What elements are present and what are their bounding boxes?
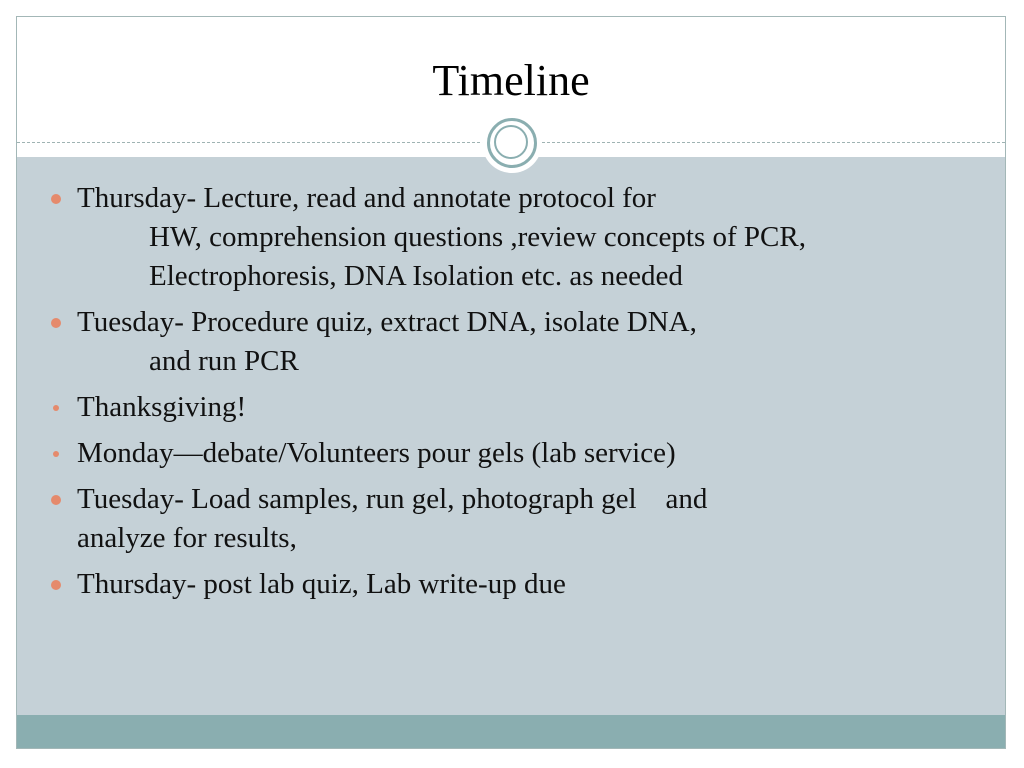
item-text-line2: analyze for results, [77,522,297,554]
footer-bar [17,715,1005,748]
list-item [49,303,939,381]
slide [16,16,1006,749]
item-text: Tuesday- Procedure quiz, extract DNA, isolate DNA, [77,306,697,338]
item-continuation: HW, comprehension questions ,review concepts of PCR, Electrophoresis, DNA Isolation etc. as needed [149,221,806,292]
item-text-end: and [665,483,708,515]
slide-title: Timeline [432,56,590,105]
bullet-icon [51,495,61,505]
timeline-list [49,179,939,611]
bullet-icon [53,451,59,457]
ring-inner-icon [494,125,528,159]
item-continuation: and run PCR [149,345,299,377]
item-text: Monday—debate/Volunteers pour gels (lab service) [77,437,676,469]
item-text: Thanksgiving! [77,391,247,423]
bullet-icon [53,405,59,411]
list-item [49,388,939,427]
tab-gap [637,483,666,515]
list-item [49,179,939,296]
item-text: Tuesday- Load samples, run gel, photograph gel [77,483,637,515]
list-item [49,565,939,604]
bullet-icon [51,194,61,204]
bullet-icon [51,318,61,328]
list-item [49,434,939,473]
list-item [49,480,939,558]
item-text: Thursday- Lecture, read and annotate protocol for [77,182,656,214]
item-text: Thursday- post lab quiz, Lab write-up due [77,568,566,600]
bullet-icon [51,580,61,590]
